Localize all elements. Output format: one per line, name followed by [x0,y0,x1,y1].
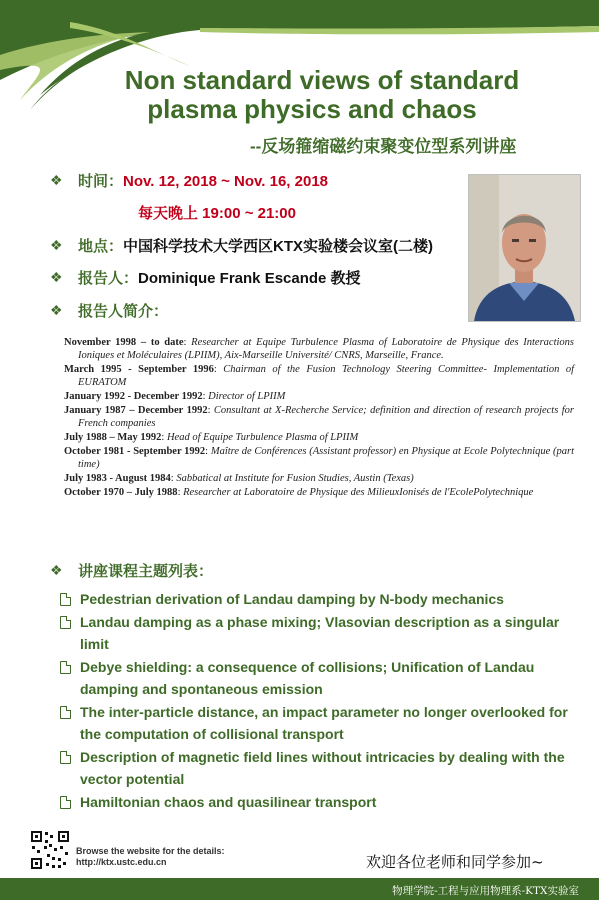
speaker-label: 报告人： [78,270,139,287]
document-icon [60,751,71,764]
bio-dates: October 1981 - September 1992 [64,446,206,457]
welcome-text: 欢迎各位老师和同学参加~ [366,853,544,871]
bio-entry: January 1992 - December 1992: Director of LPIIM [64,391,286,402]
place-value: 中国科学技术大学西区KTX实验楼会议室(二楼) [123,238,434,255]
diamond-bullet-icon: ❖ [50,237,63,253]
topic-item [60,701,580,746]
diamond-bullet-icon: ❖ [50,302,63,318]
speaker-row [78,267,361,288]
topic-item [60,656,580,701]
bio-entry: July 1983 - August 1984: Sabbatical at Institute for Fusion Studies, Austin (Texas) [64,473,414,484]
topic-text: Description of magnetic field lines without intricacies by dealing with the vector potential [80,748,565,787]
bio-entry: July 1988 – May 1992: Head of Equipe Turbulence Plasma of LPIIM [64,432,359,443]
document-icon [60,593,71,606]
topics-list [60,588,580,813]
speaker-photo [468,174,581,322]
organizer-text: 物理学院-工程与应用物理系-KTX实验室 [392,885,579,897]
document-icon [60,661,71,674]
bio-dates: July 1988 – May 1992 [64,432,162,443]
bio-text: Maître de Conférences (Assistant professor) en Physique at Ecole Polytechnique (part time) [78,446,575,470]
bio-entry: November 1998 – to date: Researcher at Equipe Turbulence Plasma of Laboratoire de Physique des Interactions Ioniques et Moléculaires (LPIIM), Aix-Marseille Université/ CNRS, Marseille, France. [64,337,574,361]
topic-item [60,611,580,656]
bio-list [64,336,574,500]
time-daily: 每天晚上 19:00 ~ 21:00 [138,205,296,222]
bio-text: Sabbatical at Institute for Fusion Studies, Austin (Texas) [176,473,414,484]
topic-text: Hamiltonian chaos and quasilinear transport [80,793,377,810]
bio-text: Head of Equipe Turbulence Plasma of LPIIM [166,432,359,443]
diamond-bullet-icon: ❖ [50,562,63,578]
bio-entry: October 1970 – July 1988: Researcher at Laboratoire de Physique des MilieuxIonisés de l'EcolePolytechnique [64,487,534,498]
bio-entry: January 1987 – December 1992: Consultant at X-Recherche Service; definition and direction of research projects for French companies [64,405,574,429]
place-row [78,235,433,256]
website-link[interactable]: http://ktx.ustc.edu.cn [76,857,167,867]
bio-text: Consultant at X-Recherche Service; definition and direction of research projects for French companies [78,405,574,429]
bio-entry: March 1995 - September 1996: Chairman of the Fusion Technology Steering Committee- Implementation of EURATOM [64,364,575,388]
time-value: Nov. 12, 2018 ~ Nov. 16, 2018 [123,173,329,190]
bio-dates: January 1992 - December 1992 [64,391,203,402]
time-label: 时间： [78,173,124,190]
bio-text: Chairman of the Fusion Technology Steering Committee- Implementation of EURATOM [78,364,575,388]
bio-dates: January 1987 – December 1992 [64,405,208,416]
title-line-2: plasma physics and chaos [147,94,477,124]
topic-item [60,588,580,611]
subtitle: --反场箍缩磁约束聚变位型系列讲座 [250,137,517,156]
website-note [76,846,225,868]
bio-dates: March 1995 - September 1996 [64,364,214,375]
document-icon [60,706,71,719]
document-icon [60,796,71,809]
browse-text: Browse the website for the details: [76,846,225,856]
topic-text: Pedestrian derivation of Landau damping by N-body mechanics [80,591,504,607]
bio-text: Researcher at Equipe Turbulence Plasma of Laboratoire de Physique des Interactions Ioniques et Moléculaires (LPIIM), Aix-Marseille Université/ CNRS, Marseille, France. [78,337,574,361]
speaker-portrait-image [469,175,580,321]
time-row [78,170,328,191]
diamond-bullet-icon: ❖ [50,269,63,285]
bio-dates: July 1983 - August 1984 [64,473,171,484]
bio-dates: November 1998 – to date [64,337,184,348]
topic-text: Landau damping as a phase mixing; Vlasovian description as a singular limit [80,613,560,652]
topics-heading: 讲座课程主题列表： [78,563,214,580]
bio-dates: October 1970 – July 1988 [64,487,178,498]
qr-code-icon[interactable] [30,830,70,870]
topic-item [60,791,580,814]
topic-text: Debye shielding: a consequence of collisions; Unification of Landau damping and spontaneous emission [80,658,535,697]
topic-text: The inter-particle distance, an impact parameter no longer overlooked for the computation of collisional transport [80,703,568,742]
speaker-value: Dominique Frank Escande 教授 [138,270,361,287]
diamond-bullet-icon: ❖ [50,172,63,188]
bio-entry: October 1981 - September 1992: Maître de Conférences (Assistant professor) en Physique at Ecole Polytechnique (part time) [64,446,575,470]
bio-text: Director of LPIIM [208,391,286,402]
place-label: 地点： [78,238,124,255]
bio-label: 报告人简介： [78,303,169,320]
document-icon [60,616,71,629]
bio-text: Researcher at Laboratoire de Physique des MilieuxIonisés de l'EcolePolytechnique [183,487,534,498]
title-line-1: Non standard views of standard [124,65,520,95]
topic-item [60,746,580,791]
